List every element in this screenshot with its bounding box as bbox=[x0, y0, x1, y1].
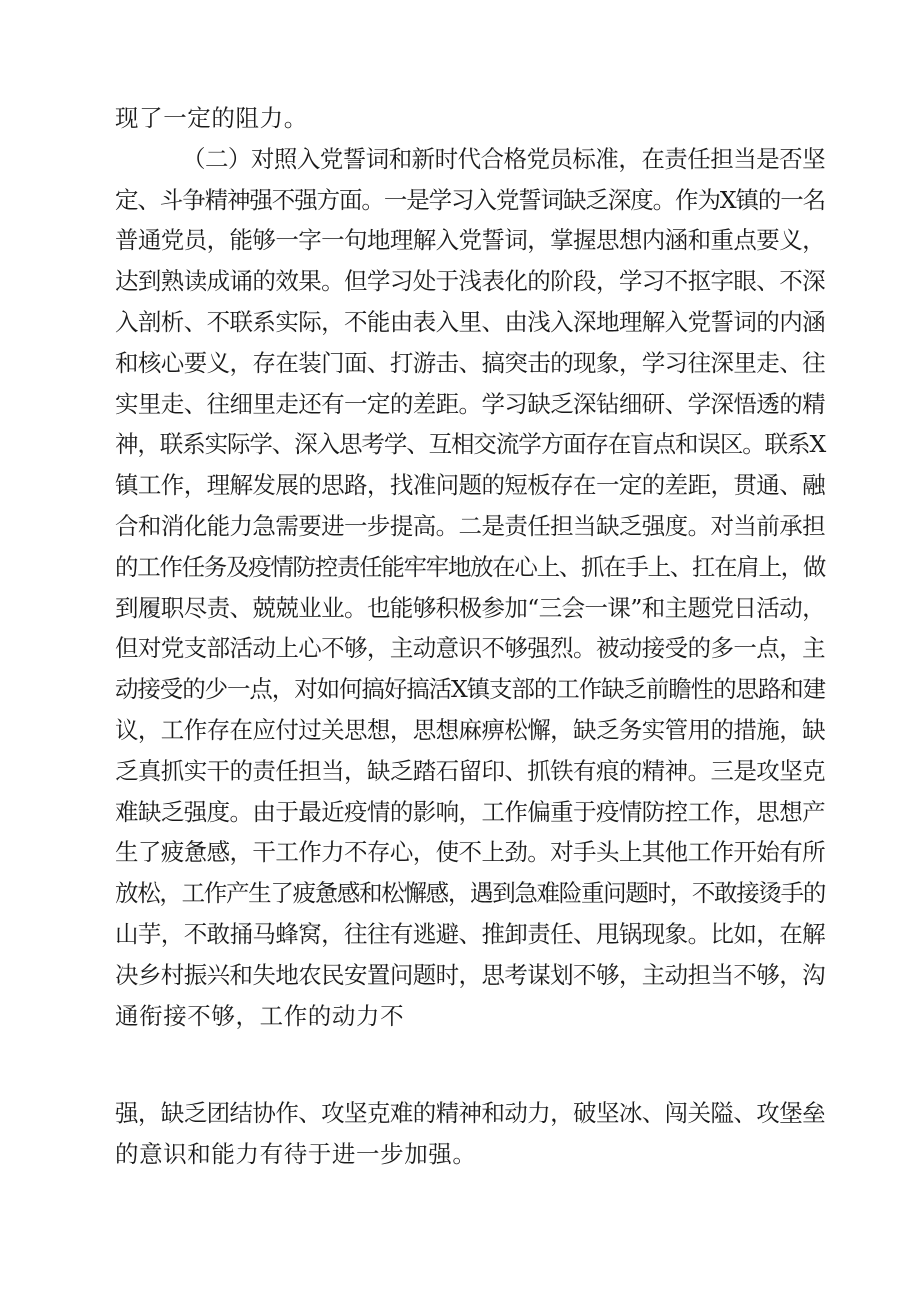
text-line: 议，工作存在应付过关思想，思想麻痹松懈，缺乏务实管用的措施，缺 bbox=[115, 715, 825, 744]
text-line: 实里走、往细里走还有一定的差距。学习缺乏深钻细研、学深悟透的精 bbox=[115, 389, 825, 418]
text-line: 现了一定的阻力。 bbox=[115, 104, 308, 132]
text-line: 决乡村振兴和失地农民安置问题时，思考谋划不够，主动担当不够，沟 bbox=[115, 960, 825, 989]
paragraph-block-top bbox=[115, 98, 825, 1036]
text-line: 乏真抓实干的责任担当，缺乏踏石留印、抓铁有痕的精神。三是攻坚克 bbox=[115, 756, 825, 785]
text-line: 的意识和能力有待于进一步加强。 bbox=[115, 1139, 477, 1168]
text-line: 强，缺乏团结协作、攻坚克难的精神和动力，破坚冰、闯关隘、攻堡垒 bbox=[115, 1099, 825, 1127]
text-line: 入剖析、不联系实际，不能由表入里、由浅入深地理解入党誓词的内涵 bbox=[115, 307, 825, 336]
text-line: 镇工作，理解发展的思路，找准问题的短板存在一定的差距，贯通、融 bbox=[115, 471, 825, 500]
text-line: 生了疲惫感，干工作力不存心，使不上劲。对手头上其他工作开始有所 bbox=[115, 838, 825, 867]
text-line: 通衔接不够，工作的动力不 bbox=[115, 1001, 405, 1030]
text-line: （二）对照入党誓词和新时代合格党员标准，在责任担当是否坚 bbox=[182, 144, 825, 173]
text-line: 的工作任务及疫情防控责任能牢牢地放在心上、抓在手上、扛在肩上，做 bbox=[115, 552, 825, 581]
paragraph-block-bottom bbox=[115, 1093, 825, 1175]
text-line: 到履职尽责、兢兢业业。也能够积极参加“三会一课”和主题党日活动， bbox=[115, 593, 825, 622]
text-line: 合和消化能力急需要进一步提高。二是责任担当缺乏强度。对当前承担 bbox=[115, 511, 825, 540]
text-line: 动接受的少一点，对如何搞好搞活X镇支部的工作缺乏前瞻性的思路和建 bbox=[115, 675, 825, 704]
text-line: 山芋，不敢捅马蜂窝，往往有逃避、推卸责任、甩锅现象。比如，在解 bbox=[115, 919, 825, 948]
text-line: 普通党员，能够一字一句地理解入党誓词，掌握思想内涵和重点要义， bbox=[115, 226, 825, 255]
text-line: 神，联系实际学、深入思考学、互相交流学方面存在盲点和误区。联系X bbox=[115, 430, 825, 459]
text-line: 难缺乏强度。由于最近疫情的影响，工作偏重于疫情防控工作，思想产 bbox=[115, 797, 825, 826]
text-line: 但对党支部活动上心不够，主动意识不够强烈。被动接受的多一点，主 bbox=[115, 634, 825, 663]
text-line: 定、斗争精神强不强方面。一是学习入党誓词缺乏深度。作为X镇的一名 bbox=[115, 185, 825, 214]
text-line: 达到熟读成诵的效果。但学习处于浅表化的阶段，学习不抠字眼、不深 bbox=[115, 267, 825, 296]
text-line: 放松，工作产生了疲惫感和松懈感，遇到急难险重问题时，不敢接烫手的 bbox=[115, 879, 825, 908]
text-line: 和核心要义，存在装门面、打游击、搞突击的现象，学习往深里走、往 bbox=[115, 348, 825, 377]
